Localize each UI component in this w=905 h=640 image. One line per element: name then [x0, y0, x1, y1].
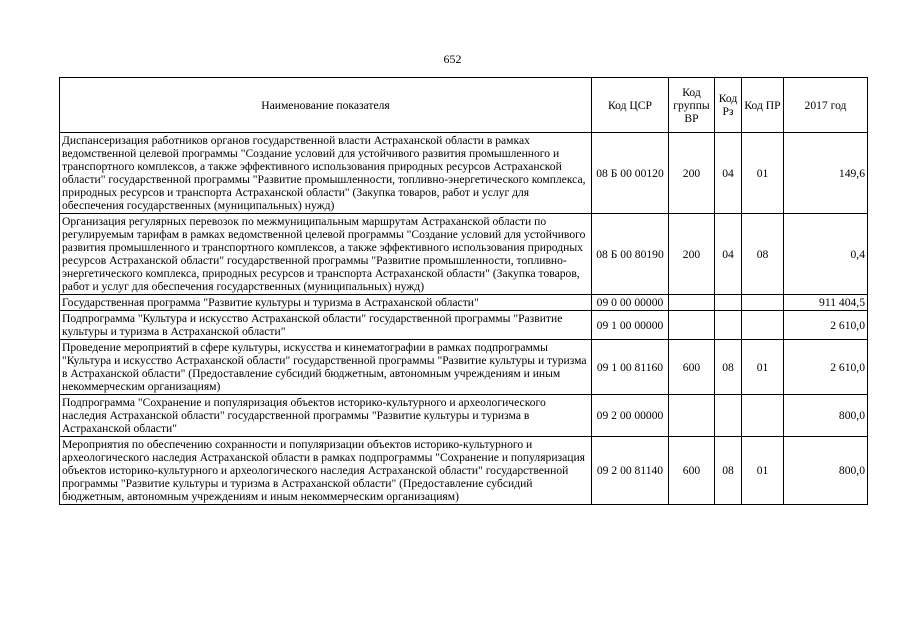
row-pr: [742, 395, 784, 437]
row-pr: 01: [742, 340, 784, 395]
row-rz: 08: [715, 340, 742, 395]
row-amount: 2 610,0: [784, 311, 868, 340]
row-csr: 09 1 00 00000: [592, 311, 669, 340]
header-csr: Код ЦСР: [592, 78, 669, 133]
row-csr: 09 2 00 81140: [592, 437, 669, 505]
row-name: Организация регулярных перевозок по межмуниципальным маршрутам Астраханской области по регулируемым тарифам в рамках ведомственной целевой программы "Создание условий для устойчивого развития промышленного и транспортного комплексов, а также эффективного использования природных ресурсов Астраханской области" государственной программы "Развитие промышленности, топливно-энергетического комплекса, природных ресурсов и транспорта Астраханской области" (Закупка товаров, работ и услуг для обеспечения государственных (муниципальных) нужд): [60, 214, 592, 295]
row-pr: 01: [742, 133, 784, 214]
row-rz: 08: [715, 437, 742, 505]
row-amount: 0,4: [784, 214, 868, 295]
table-header-row: [60, 78, 868, 133]
row-pr: [742, 295, 784, 311]
row-amount: 2 610,0: [784, 340, 868, 395]
row-vr: [669, 295, 715, 311]
header-rz: Код Рз: [715, 78, 742, 133]
row-amount: 149,6: [784, 133, 868, 214]
row-csr: 09 0 00 00000: [592, 295, 669, 311]
row-rz: [715, 295, 742, 311]
table-row: [60, 214, 868, 295]
header-name: Наименование показателя: [60, 78, 592, 133]
row-pr: 08: [742, 214, 784, 295]
row-csr: 09 1 00 81160: [592, 340, 669, 395]
row-pr: 01: [742, 437, 784, 505]
row-rz: [715, 311, 742, 340]
table-row: [60, 295, 868, 311]
row-name: Государственная программа "Развитие культуры и туризма в Астраханской области": [60, 295, 592, 311]
row-name: Проведение мероприятий в сфере культуры, искусства и кинематографии в рамках подпрограммы "Культура и искусство Астраханской области" государственной программы "Развитие культуры и туризма в Астраханской области" (Предоставление субсидий бюджетным, автономным учреждениям и иным некоммерческим организациям): [60, 340, 592, 395]
row-csr: 08 Б 00 80190: [592, 214, 669, 295]
row-name: Диспансеризация работников органов государственной власти Астраханской области в рамках ведомственной целевой программы "Создание условий для устойчивого развития промышленного и транспортного комплексов, а также эффективного использования природных ресурсов Астраханской области" государственной программы "Развитие промышленности, топливно-энергетического комплекса, природных ресурсов и транспорта Астраханской области" (Закупка товаров, работ и услуг для обеспечения государственных (муниципальных) нужд): [60, 133, 592, 214]
row-amount: 800,0: [784, 395, 868, 437]
table-row: [60, 311, 868, 340]
budget-table: [59, 77, 868, 505]
row-csr: 09 2 00 00000: [592, 395, 669, 437]
row-vr: 200: [669, 214, 715, 295]
table-row: [60, 340, 868, 395]
header-pr: Код ПР: [742, 78, 784, 133]
row-amount: 911 404,5: [784, 295, 868, 311]
row-rz: [715, 395, 742, 437]
row-name: Мероприятия по обеспечению сохранности и популяризации объектов историко-культурного и археологического наследия Астраханской области в рамках подпрограммы "Сохранение и популяризация объектов историко-культурного и археологического наследия Астраханской области" государственной программы "Развитие культуры и туризма в Астраханской области" (Предоставление субсидий бюджетным, автономным учреждениям и иным некоммерческим организациям): [60, 437, 592, 505]
row-rz: 04: [715, 133, 742, 214]
row-rz: 04: [715, 214, 742, 295]
row-name: Подпрограмма "Культура и искусство Астраханской области" государственной программы "Развитие культуры и туризма в Астраханской области": [60, 311, 592, 340]
table-row: [60, 437, 868, 505]
page-number: 652: [443, 52, 462, 66]
row-amount: 800,0: [784, 437, 868, 505]
header-vr: Код группы ВР: [669, 78, 715, 133]
row-vr: 200: [669, 133, 715, 214]
row-vr: [669, 311, 715, 340]
row-name: Подпрограмма "Сохранение и популяризация объектов историко-культурного и археологического наследия Астраханской области" государственной программы "Развитие культуры и туризма в Астраханской области": [60, 395, 592, 437]
header-year: 2017 год: [784, 78, 868, 133]
row-vr: 600: [669, 340, 715, 395]
row-pr: [742, 311, 784, 340]
row-vr: 600: [669, 437, 715, 505]
table-row: [60, 395, 868, 437]
table-row: [60, 133, 868, 214]
row-csr: 08 Б 00 00120: [592, 133, 669, 214]
row-vr: [669, 395, 715, 437]
